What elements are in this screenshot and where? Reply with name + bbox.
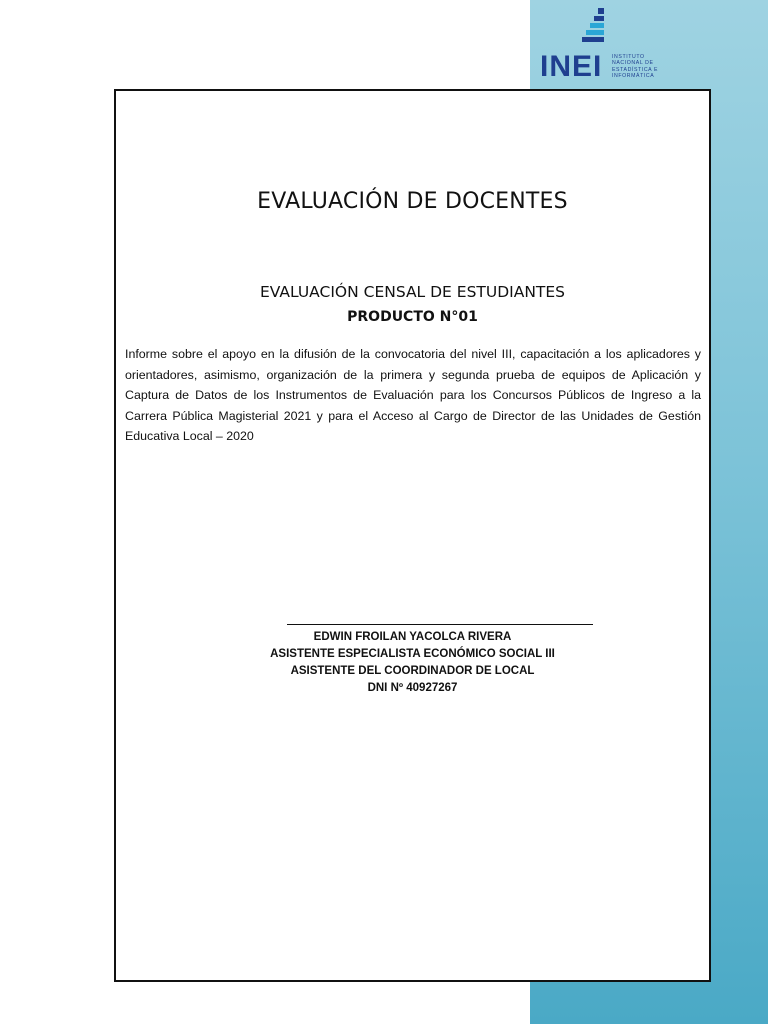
signer-role-1: ASISTENTE ESPECIALISTA ECONÓMICO SOCIAL III [270, 648, 555, 660]
signer-dni: DNI Nº 40927267 [367, 682, 458, 694]
signer-name: EDWIN FROILAN YACOLCA RIVERA [313, 631, 512, 643]
logo-subtitle [612, 54, 664, 79]
logo-subtitle-line: INFORMÁTICA [612, 72, 655, 79]
logo-subtitle-line: NACIONAL DE [612, 60, 654, 67]
document-title: EVALUACIÓN DE DOCENTES [257, 189, 568, 214]
document-page [114, 89, 711, 982]
signer-role-2: ASISTENTE DEL COORDINADOR DE LOCAL [290, 665, 535, 677]
signature-block [116, 629, 709, 697]
signature-line [287, 624, 593, 625]
logo-wordmark: INEI [540, 50, 603, 83]
product-number: PRODUCTO N°01 [347, 309, 478, 325]
document-description: Informe sobre el apoyo en la difusión de la convocatoria del nivel III, capacitación a los aplicadores y orientadores, asimismo, organización de la primera y segunda prueba de equipos de Aplicación y Captura de Datos de los Instrumentos de Evaluación para los Concursos Públicos de Ingreso a la Carrera Pública Magisterial 2021 y para el Acceso al Cargo de Director de las Unidades de Gestión Educativa Local – 2020 [125, 347, 701, 443]
logo-subtitle-line: ESTADÍSTICA E [612, 66, 659, 73]
logo-subtitle-line: INSTITUTO [612, 54, 645, 60]
document-subtitle: EVALUACIÓN CENSAL DE ESTUDIANTES [259, 283, 566, 301]
inei-logo [538, 8, 658, 88]
inei-logo-mark-icon [578, 8, 608, 48]
